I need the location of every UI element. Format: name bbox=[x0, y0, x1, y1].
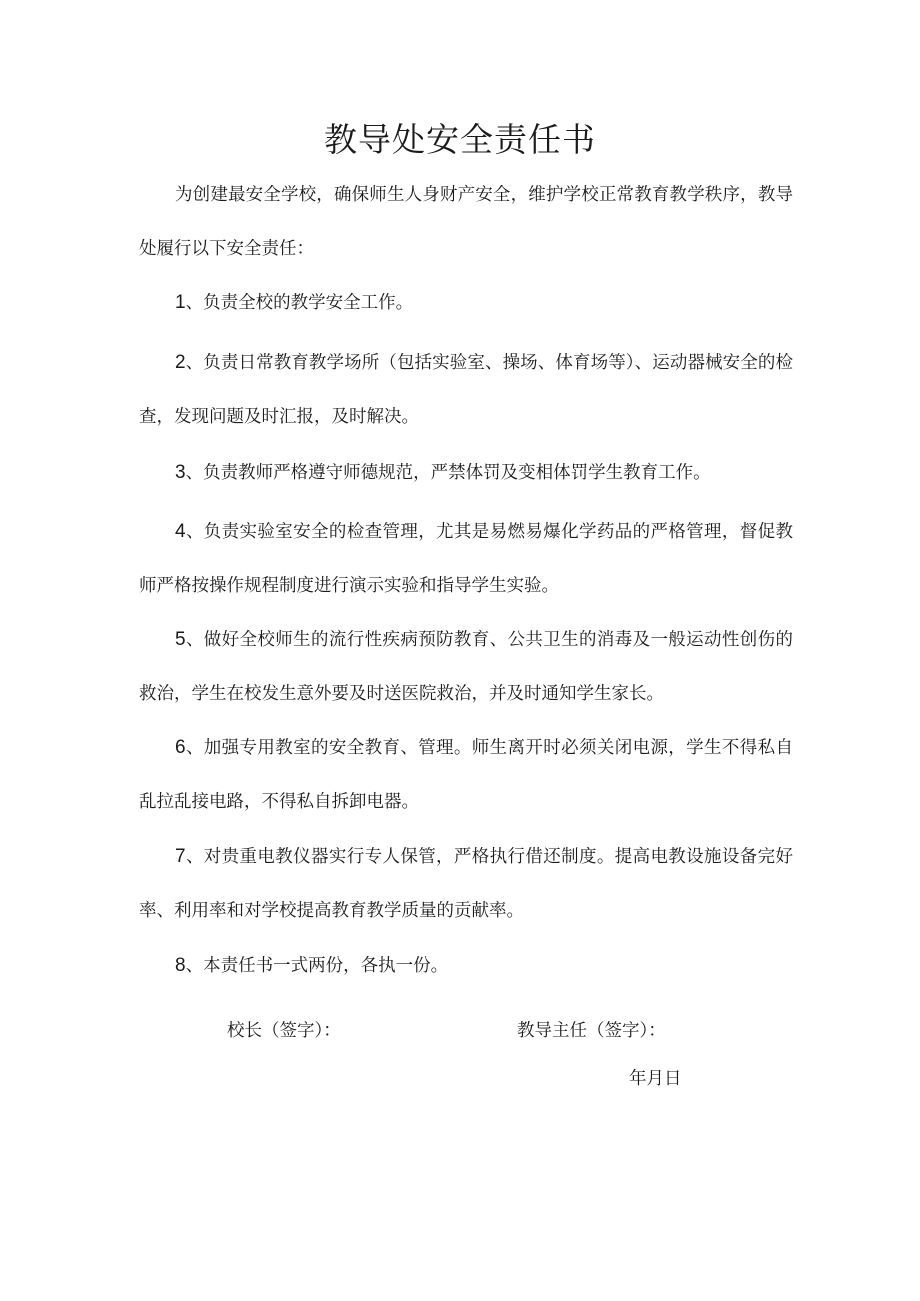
date-label: 年月日 bbox=[629, 1069, 682, 1089]
item-1-number: 1 bbox=[175, 292, 186, 313]
item-4 bbox=[139, 505, 793, 613]
document-title: 教导处安全责任书 bbox=[324, 120, 596, 159]
item-2 bbox=[139, 336, 793, 444]
intro-paragraph: 为创建最安全学校，确保师生人身财产安全，维护学校正常教育教学秩序，教导处履行以下安全责任： bbox=[139, 185, 793, 259]
item-3-text: 、负责教师严格遵守师德规范，严禁体罚及变相体罚学生教育工作。 bbox=[185, 463, 711, 483]
item-1-text: 、负责全校的教学安全工作。 bbox=[185, 293, 414, 313]
item-7-text: 、对贵重电教仪器实行专人保管，严格执行借还制度。提高电教设施设备完好率、利用率和对学校提高教育教学质量的贡献率。 bbox=[139, 847, 793, 921]
item-6-text: 、加强专用教室的安全教育、管理。师生离开时必须关闭电源，学生不得私自乱拉乱接电路，不得私自拆卸电器。 bbox=[139, 738, 793, 812]
item-8-number: 8 bbox=[175, 955, 186, 976]
director-signature-label: 教导主任（签字）： bbox=[517, 1021, 666, 1041]
item-4-number: 4 bbox=[175, 521, 186, 542]
item-4-text: 、负责实验室安全的检查管理，尤其是易燃易爆化学药品的严格管理，督促教师严格按操作规程制度进行演示实验和指导学生实验。 bbox=[139, 522, 793, 596]
item-5-number: 5 bbox=[175, 629, 186, 650]
item-6-number: 6 bbox=[175, 737, 186, 758]
item-7-number: 7 bbox=[175, 846, 186, 867]
item-5 bbox=[139, 613, 793, 721]
item-5-text: 、做好全校师生的流行性疾病预防教育、公共卫生的消毒及一般运动性创伤的救治，学生在校发生意外要及时送医院救治，并及时通知学生家长。 bbox=[139, 630, 793, 704]
item-2-number: 2 bbox=[175, 352, 186, 373]
item-3 bbox=[139, 446, 793, 500]
item-6 bbox=[139, 721, 793, 829]
item-7 bbox=[139, 830, 793, 938]
item-8 bbox=[139, 939, 793, 993]
item-2-text: 、负责日常教育教学场所（包括实验室、操场、体育场等）、运动器械安全的检查，发现问题及时汇报，及时解决。 bbox=[139, 353, 793, 427]
item-8-text: 、本责任书一式两份，各执一份。 bbox=[185, 956, 449, 976]
principal-signature-label: 校长（签字）： bbox=[227, 1021, 341, 1041]
item-3-number: 3 bbox=[175, 462, 186, 483]
item-1 bbox=[139, 276, 793, 330]
